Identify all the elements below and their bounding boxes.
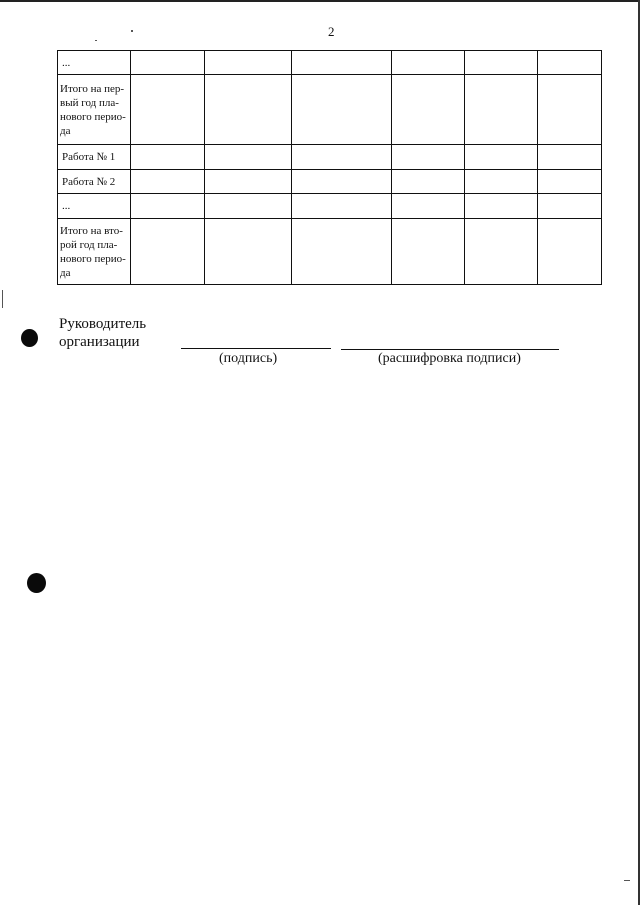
scan-speck	[95, 40, 97, 41]
table-cell	[131, 145, 205, 170]
row-label-line: Итого на вто-	[60, 224, 123, 237]
row-label	[58, 219, 131, 285]
table-row	[58, 145, 602, 170]
row-label	[58, 75, 131, 145]
page-number: 2	[328, 24, 335, 39]
row-label: ...	[58, 51, 131, 75]
table-cell	[292, 145, 392, 170]
punch-hole	[27, 573, 46, 593]
row-label-line: вый год пла-	[60, 96, 119, 109]
table-cell	[205, 170, 292, 194]
table-cell	[538, 194, 602, 219]
table-cell	[131, 170, 205, 194]
page-top-edge	[0, 0, 640, 2]
table-cell	[131, 219, 205, 285]
row-label: Работа № 2	[58, 170, 131, 194]
table-cell	[292, 194, 392, 219]
table-cell	[538, 170, 602, 194]
margin-mark	[2, 290, 3, 308]
punch-hole	[21, 329, 38, 347]
table-cell	[538, 145, 602, 170]
row-label-line: нового перио-	[60, 252, 126, 265]
row-label-line: да	[60, 266, 71, 279]
table-cell	[392, 219, 465, 285]
table-cell	[465, 219, 538, 285]
row-label-line: Итого на пер-	[60, 82, 125, 95]
table-cell	[131, 75, 205, 145]
table-cell	[465, 145, 538, 170]
signature-caption: (подпись)	[219, 351, 278, 366]
table-cell	[538, 75, 602, 145]
table-row	[58, 170, 602, 194]
signature-decode-caption: (расшифровка подписи)	[378, 351, 521, 366]
row-label: ...	[58, 194, 131, 219]
table-cell	[538, 51, 602, 75]
table-cell	[392, 170, 465, 194]
margin-mark	[624, 880, 630, 881]
table-cell	[131, 51, 205, 75]
table-row	[58, 51, 602, 75]
table-cell	[205, 75, 292, 145]
table-cell	[392, 51, 465, 75]
table-cell	[465, 75, 538, 145]
row-label-line: да	[60, 124, 71, 137]
row-label: Работа № 1	[58, 145, 131, 170]
table-cell	[205, 219, 292, 285]
table-cell	[131, 194, 205, 219]
table-cell	[392, 194, 465, 219]
table-cell	[292, 219, 392, 285]
planning-table	[57, 50, 602, 285]
signatory-label-line: Руководитель	[59, 316, 147, 332]
signature-line	[181, 348, 331, 349]
table-cell	[205, 51, 292, 75]
table-cell	[465, 51, 538, 75]
table-row	[58, 194, 602, 219]
table-cell	[392, 145, 465, 170]
row-label-line: нового перио-	[60, 110, 126, 123]
table-row	[58, 219, 602, 285]
table-cell	[205, 194, 292, 219]
table-cell	[292, 75, 392, 145]
table-cell	[465, 194, 538, 219]
row-label-line: рой год пла-	[60, 238, 118, 251]
signatory-label	[59, 315, 146, 351]
table-cell	[205, 145, 292, 170]
table-cell	[292, 170, 392, 194]
table-cell	[292, 51, 392, 75]
table-cell	[465, 170, 538, 194]
signatory-label-line: организации	[59, 334, 140, 350]
table-cell	[392, 75, 465, 145]
table-cell	[538, 219, 602, 285]
scan-speck	[131, 30, 133, 32]
table-row	[58, 75, 602, 145]
